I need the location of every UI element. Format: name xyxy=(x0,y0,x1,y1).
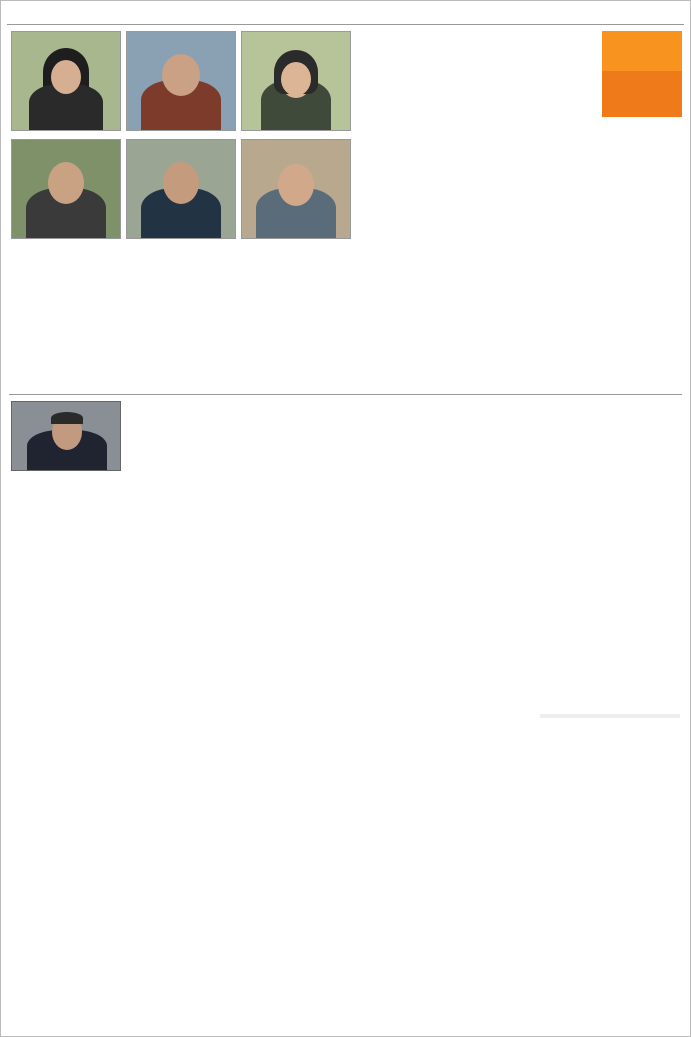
brand-name xyxy=(602,71,682,117)
page-header-bar xyxy=(7,5,684,25)
crossword-down-clues xyxy=(540,891,680,1031)
photo-man-3 xyxy=(126,139,236,239)
second-article-column-4 xyxy=(139,481,269,1036)
crossword-grid[interactable] xyxy=(351,766,541,1004)
second-article-column-3 xyxy=(276,451,406,706)
photo-man-4 xyxy=(11,139,121,239)
page-number xyxy=(602,31,682,71)
lead-article-column-5 xyxy=(131,251,246,391)
second-article-column-2 xyxy=(414,451,544,706)
page-logo xyxy=(602,31,682,121)
interviewee-photos xyxy=(11,31,351,241)
photo-man-2 xyxy=(241,139,351,239)
second-article-column-1 xyxy=(552,451,682,706)
lead-article-column-1 xyxy=(600,131,682,391)
lead-article-column-3 xyxy=(360,131,472,391)
section-divider xyxy=(9,394,682,395)
photo-woman-2 xyxy=(11,31,121,131)
spokesman-photo xyxy=(11,401,121,471)
lead-article-column-2 xyxy=(480,131,592,391)
lead-article-column-4 xyxy=(11,251,126,391)
photo-woman-1 xyxy=(241,31,351,131)
second-article-column-5 xyxy=(9,481,134,1036)
photo-man-1 xyxy=(126,31,236,131)
crossword-title xyxy=(540,714,680,718)
crossword-bottom-clues xyxy=(281,1006,551,1036)
crossword-across-clues xyxy=(540,733,680,883)
